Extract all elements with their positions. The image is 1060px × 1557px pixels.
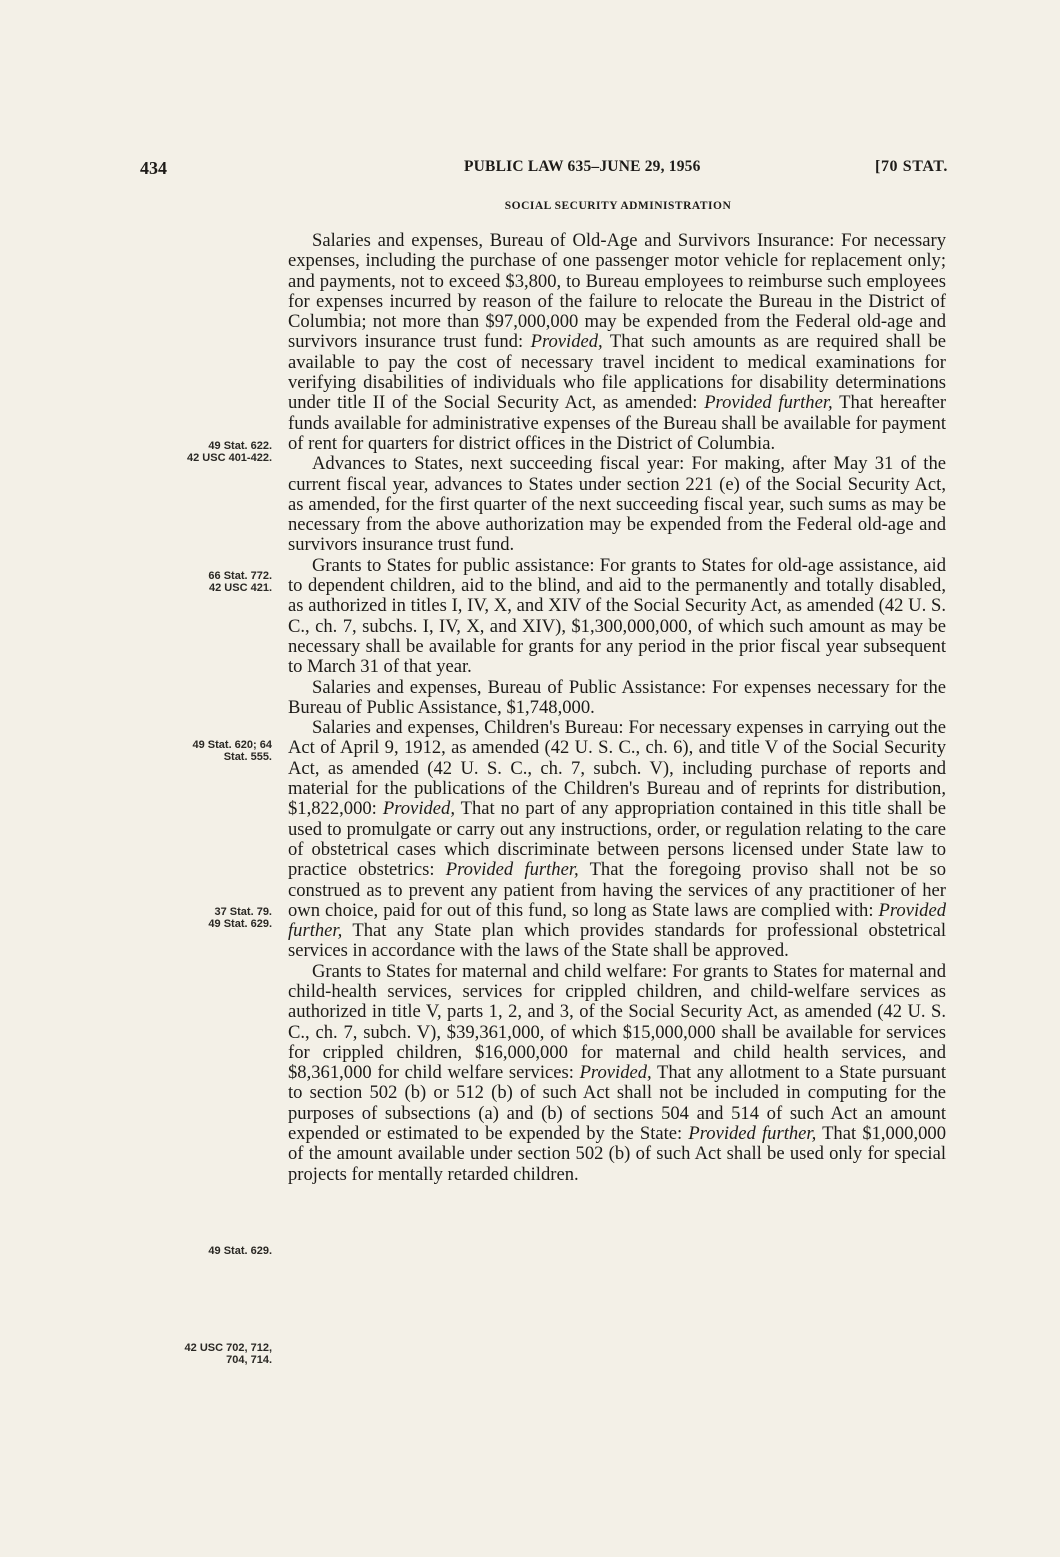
margin-note-line: 37 Stat. 79. [214, 906, 272, 918]
margin-note-line: 42 USC 401-422. [187, 452, 272, 464]
paragraph-text: Salaries and expenses, Bureau of Old-Age and Survivors Insurance: For necessary expenses, including the purchase of one passenger motor vehicle for replacement only; and payments, not to exceed $3,800, to Bureau employees to reimburse such employees for expenses incurred by reason of the failure to relocate the Bureau in the District of Columbia; not more than $97,000,000 may be expended from the Federal old-age and survivors insurance trust fund: [288, 230, 946, 353]
proviso-text: Provided, [382, 798, 455, 820]
margin-note-line: 49 Stat. 629. [208, 1245, 272, 1257]
margin-note-line: Stat. 555. [223, 751, 272, 763]
page-header [140, 158, 948, 186]
proviso-text: Provided further, [445, 859, 579, 881]
section-heading: SOCIAL SECURITY ADMINISTRATION [504, 200, 732, 212]
paragraph-text: That such amounts as are required shall be available to pay the cost of necessary travel incident to medical examinations for verifying disabilities of individuals who file applications for disability determinations under title II of the Social Security Act, as amended: [288, 331, 946, 414]
paragraph-text: That hereafter funds available for administrative expenses of the Bureau shall be available for payment of rent for quarters for district offices in the District of Columbia. [288, 392, 947, 454]
paragraph-maternal-child-welfare [288, 962, 946, 1185]
paragraph-text: That $1,000,000 of the amount available under section 502 (b) of such Act shall be used only for special projects for mentally retarded children. [288, 1123, 946, 1185]
paragraph-text: Grants to States for maternal and child welfare: For grants to States for maternal and child-health services, services for crippled children, and child-welfare services as authorized in title V, parts 1, 2, and 3, of the Social Security Act, as amended (42 U. S. C., ch. 7, subch. V), $39,361,000, of which $15,000,000 shall be available for services for crippled children, $16,000,000 for maternal and child health services, and $8,361,000 for child welfare services: [288, 960, 946, 1084]
page-number: 434 [140, 158, 167, 178]
margin-note-line: 704, 714. [226, 1354, 272, 1366]
margin-note-line: 66 Stat. 772. [208, 570, 272, 582]
paragraph-text: That no part of any appropriation contained in this title shall be used to promulgate or carry out any instructions, order, or regulation relating to the care of obstetrical cases which discriminate between persons licensed under State law to practice obstetrics: [288, 798, 946, 881]
paragraph-childrens-bureau [288, 718, 946, 962]
running-title: PUBLIC LAW 635–JUNE 29, 1956 [464, 158, 701, 175]
paragraph-advances-to-states [288, 454, 946, 555]
margin-note [122, 570, 272, 594]
proviso-text: Provided further, [688, 1123, 817, 1145]
paragraph-text: That the foregoing proviso shall not be so construed as to prevent any patient from having the services of any practitioner of her own choice, paid for out of this fund, so long as State laws are complied with: [288, 859, 946, 921]
margin-note [122, 1245, 272, 1257]
proviso-text: Provided, [530, 331, 603, 353]
paragraph-text: Grants to States for public assistance: For grants to States for old-age assistance, aid to dependent children, aid to the blind, and aid to the permanently and totally disabled, as authorized in titles I, IV, X, and XIV of the Social Security Act, as amended (42 U. S. C., ch. 7, subchs. I, IV, X, and XIV), $1,300,000,000, of which such amount as may be necessary shall be available for grants for any period in the prior fiscal year subsequent to March 31 of that year. [288, 554, 946, 678]
margin-note [122, 739, 272, 763]
proviso-text: Provided, [579, 1062, 652, 1084]
margin-note-line: 42 USC 421. [209, 582, 272, 594]
proviso-text: Provided further, [288, 899, 946, 942]
paragraph-text: That any State plan which provides standards for professional obstetrical services in accordance with the laws of the State shall be approved. [288, 920, 946, 962]
paragraph-oasi-salaries [288, 231, 946, 454]
margin-note-line: 42 USC 702, 712, [184, 1342, 272, 1354]
paragraph-text: That any allotment to a State pursuant to section 502 (b) or 512 (b) of such Act shall not be included in computing for the purposes of subsections (a) and (b) of sections 504 and 514 of such Act an amount expended or estimated to be expended by the State: [288, 1062, 946, 1145]
body-text [288, 231, 946, 1185]
paragraph-text: Salaries and expenses, Children's Bureau: For necessary expenses in carrying out the Act of April 9, 1912, as amended (42 U. S. C., ch. 6), and title V of the Social Security Act, as amended (42 U. S. C., ch. 7, subch. V), including purchase of reports and material for the publications of the Children's Bureau and of reprints for distribution, $1,822,000: [288, 717, 946, 820]
margin-note-line: 49 Stat. 622. [208, 440, 272, 452]
paragraph-text: Salaries and expenses, Bureau of Public Assistance: For expenses necessary for the Bureau of Public Assistance, $1,748,000. [288, 676, 946, 718]
paragraph-bpa-salaries [288, 678, 946, 719]
margin-note [122, 1342, 272, 1366]
paragraph-public-assistance-grants [288, 556, 946, 678]
margin-note [122, 440, 272, 464]
margin-note-line: 49 Stat. 629. [208, 918, 272, 930]
proviso-text: Provided further, [704, 392, 833, 414]
paragraph-text: Advances to States, next succeeding fiscal year: For making, after May 31 of the current fiscal year, advances to States under section 221 (e) of the Social Security Act, as amended, for the first quarter of the next succeeding fiscal year, such sums as may be necessary from the above authorization may be expended from the Federal old-age and survivors insurance trust fund. [288, 453, 946, 556]
statute-volume: [70 STAT. [875, 158, 948, 175]
margin-note-line: 49 Stat. 620; 64 [192, 739, 272, 751]
margin-note [122, 906, 272, 930]
